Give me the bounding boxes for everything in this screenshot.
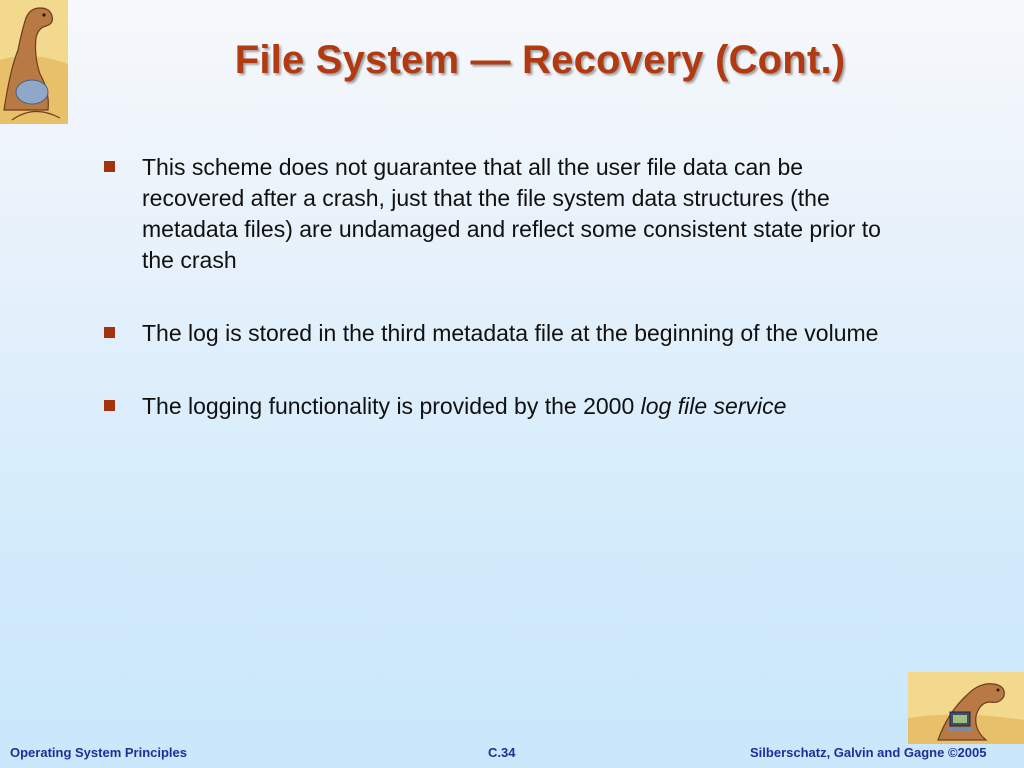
bullet-text: The log is stored in the third metadata file at the beginning of the volume bbox=[142, 320, 879, 346]
bullet-list bbox=[104, 152, 884, 464]
square-bullet-icon bbox=[104, 161, 115, 172]
square-bullet-icon bbox=[104, 400, 115, 411]
dinosaur-logo-icon bbox=[0, 0, 68, 124]
bullet-item bbox=[104, 152, 884, 276]
footer-copyright: Silberschatz, Galvin and Gagne ©2005 bbox=[750, 745, 987, 760]
footer-course-title: Operating System Principles bbox=[10, 745, 188, 760]
dinosaur-laptop-icon bbox=[908, 672, 1024, 744]
bullet-emphasis: log file service bbox=[640, 393, 787, 419]
bullet-item bbox=[104, 318, 884, 349]
bullet-text: This scheme does not guarantee that all the user file data can be recovered after a crash, just that the file system data structures (the metadata files) are undamaged and reflect some consistent state prior to the crash bbox=[142, 154, 881, 273]
bullet-text: The logging functionality is provided by the 2000 bbox=[142, 393, 641, 419]
slide-title: File System — Recovery (Cont.) bbox=[234, 38, 846, 82]
footer-slide-number: C.34 bbox=[488, 745, 516, 760]
bullet-item bbox=[104, 391, 884, 422]
square-bullet-icon bbox=[104, 327, 115, 338]
